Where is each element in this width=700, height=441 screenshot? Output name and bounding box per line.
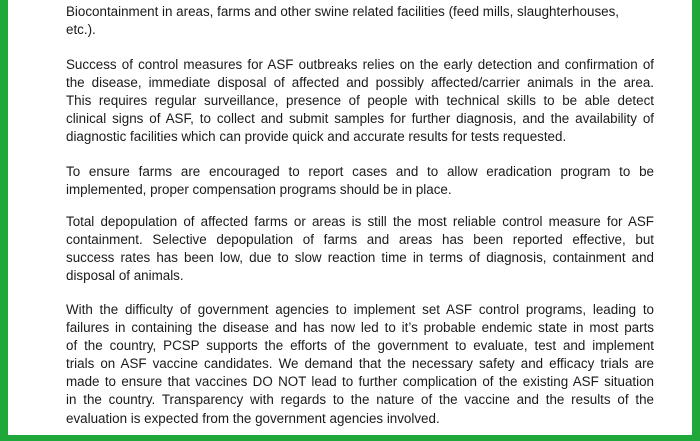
paragraph-line: To ensure farms are encouraged to report cases and to allow eradication program to be — [66, 164, 654, 179]
paragraph-line: trials on ASF vaccine candidates. We demand that the necessary safety and efficacy trials are — [66, 356, 654, 372]
paragraph-line: evaluation is expected from the government agencies involved. — [66, 410, 440, 426]
paragraph-line: disposal of animals. — [66, 268, 184, 284]
paragraph-vaccine — [66, 301, 654, 428]
paragraph-biocontainment — [66, 3, 654, 39]
paragraph-line: With the difficulty of government agencies to implement set ASF control programs, leading to — [66, 302, 654, 317]
paragraph-line: success rates has been low, due to slow reaction time in terms of diagnosis, containment and — [66, 250, 654, 266]
paragraph-line: Success of control measures for ASF outbreaks relies on the early detection and confirmation of — [66, 57, 654, 72]
paragraph-compensation — [66, 163, 654, 199]
paragraph-line: containment. Selective depopulation of farms and areas has been reported effective, but — [66, 232, 654, 248]
paragraph-line: in the country. Transparency with regards to the nature of the vaccine and the results of the — [66, 392, 654, 408]
paragraph-line: implemented, proper compensation programs should be in place. — [66, 182, 452, 198]
paragraph-line: etc.). — [66, 22, 96, 38]
paragraph-line: of the country, PCSP supports the efforts of the government to evaluate, test and implement — [66, 338, 654, 354]
paragraph-line: clinical signs of ASF, to collect and submit samples for further diagnosis, and the availability of — [66, 111, 654, 127]
paragraph-line: Total depopulation of affected farms or areas is still the most reliable control measure for ASF — [66, 214, 654, 229]
paragraph-line: This requires regular surveillance, presence of people with technical skills to be able detect — [66, 93, 654, 109]
paragraph-line: the disease, immediate disposal of affected and possibly affected/carrier animals in the area. — [66, 75, 654, 91]
paragraph-line: failures in containing the disease and has now led to it’s probable endemic state in most parts — [66, 320, 654, 336]
paragraph-control-measures — [66, 56, 654, 146]
paragraph-line: Biocontainment in areas, farms and other swine related facilities (feed mills, slaughterhouses, — [66, 4, 620, 19]
paragraph-line: diagnostic facilities which can provide quick and accurate results for tests requested. — [66, 129, 567, 145]
paragraph-line: made to ensure that vaccines DO NOT lead to further complication of the existing ASF situation — [66, 374, 654, 390]
paragraph-depopulation — [66, 213, 654, 285]
